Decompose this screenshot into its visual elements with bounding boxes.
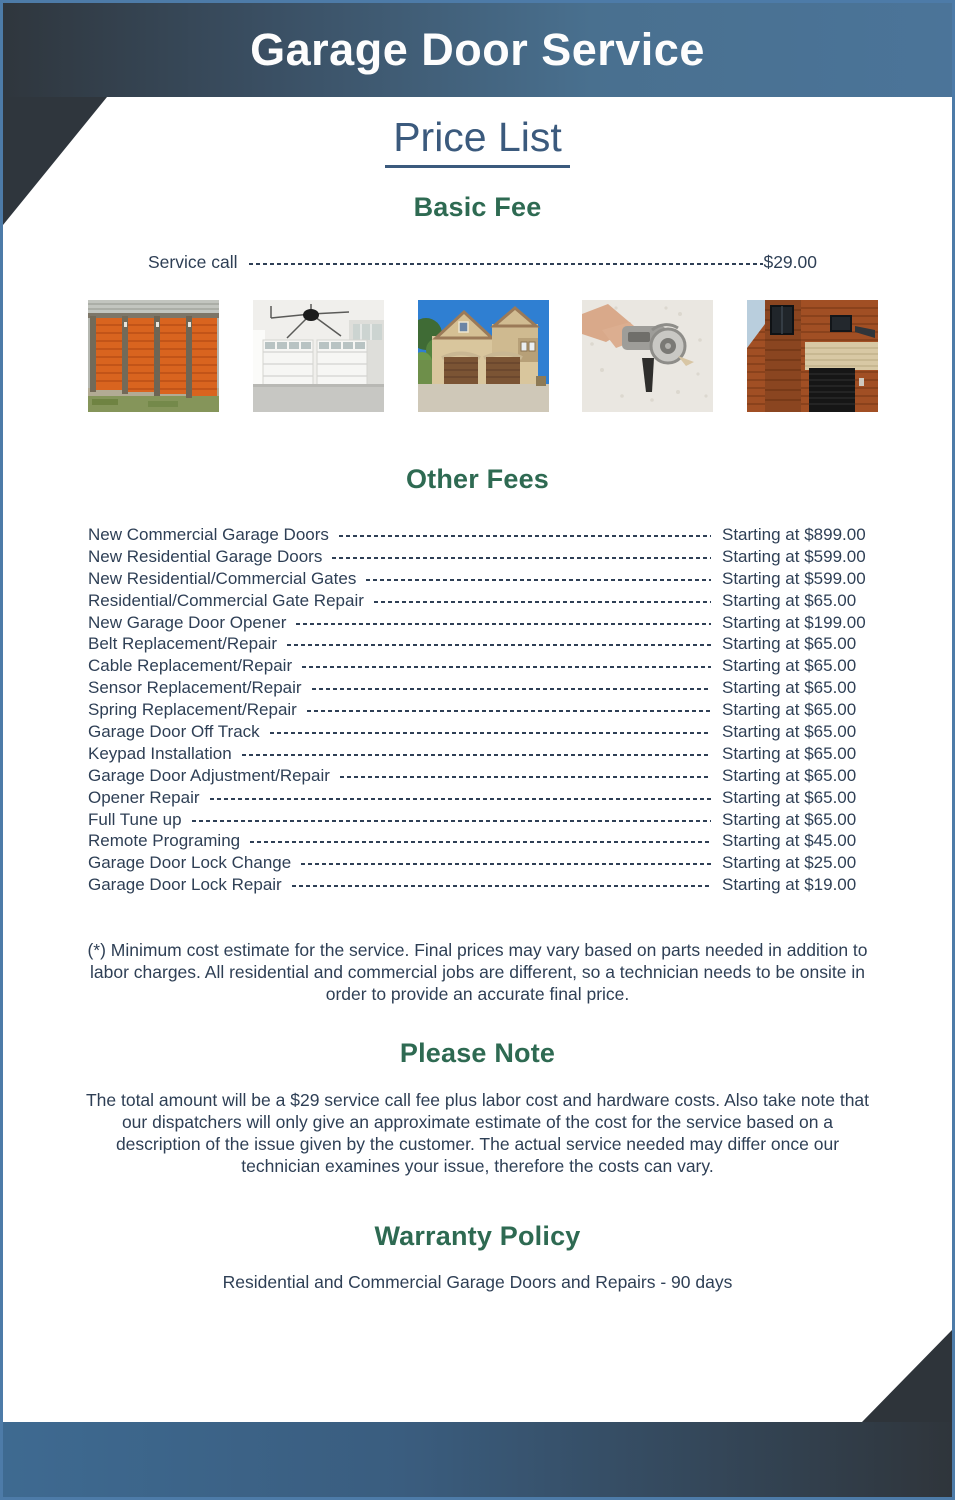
fee-row [88,524,875,546]
dash-leader [192,820,711,822]
service-call-row [148,252,817,273]
dash-leader [307,710,711,712]
fee-label: Sensor Replacement/Repair [88,678,302,698]
dash-leader [339,535,711,537]
fee-price: Starting at $65.00 [722,787,857,807]
fee-row [88,633,875,655]
price-list-title-wrap [3,114,952,168]
dash-leader [250,841,711,843]
fee-label: Full Tune up [88,809,182,829]
fee-label: Belt Replacement/Repair [88,634,277,654]
modern-wood-clad-garage-photo [747,300,878,412]
fee-price: Starting at $25.00 [722,853,857,873]
technician-tool-installation-photo [582,300,713,412]
dash-leader [302,666,711,668]
fee-row [88,612,875,634]
dash-leader [312,688,711,690]
fee-label: New Residential/Commercial Gates [88,568,357,588]
fee-price: Starting at $65.00 [722,678,857,698]
garage-interior-opener-photo [253,300,384,412]
dash-leader [292,885,711,887]
fee-price: Starting at $65.00 [722,721,857,741]
decorative-wedge-bottom-right [862,1330,952,1422]
fee-row [88,765,875,787]
other-fees-list [88,524,875,896]
please-note-heading: Please Note [399,1038,556,1069]
fee-row [88,743,875,765]
price-list-title: Price List [385,114,570,168]
dash-leader [374,601,711,603]
fee-price: Starting at $65.00 [722,590,857,610]
fee-price: Starting at $65.00 [722,743,857,763]
fee-label: Garage Door Lock Repair [88,875,282,895]
fee-price: Starting at $899.00 [722,524,866,544]
warranty-policy-text: Residential and Commercial Garage Doors and Repairs - 90 days [222,1272,733,1293]
fee-row [88,852,875,874]
photo-strip [88,300,878,412]
fee-label: Cable Replacement/Repair [88,656,293,676]
dash-leader [210,798,711,800]
fee-label: New Residential Garage Doors [88,546,323,566]
fee-label: New Garage Door Opener [88,612,287,632]
minimum-cost-disclaimer: (*) Minimum cost estimate for the service. Final prices may vary based on parts needed in addition to labor charges. All residential and commercial jobs are different, so a technician needs to be onsite in order to provide an accurate final price. [87,940,868,1005]
fee-label: Garage Door Adjustment/Repair [88,765,330,785]
residential-house-garage-doors-photo [418,300,549,412]
page-header [3,3,952,97]
page-title: Garage Door Service [250,24,705,75]
fee-price: Starting at $599.00 [722,546,866,566]
fee-row [88,546,875,568]
orange-roll-up-storage-doors-photo [88,300,219,412]
fee-row [88,677,875,699]
dash-leader [340,776,711,778]
fee-label: Opener Repair [88,787,200,807]
warranty-policy-heading: Warranty Policy [374,1221,581,1252]
fee-label: Keypad Installation [88,743,232,763]
fee-price: Starting at $65.00 [722,656,857,676]
dash-leader [366,579,711,581]
fee-price: Starting at $65.00 [722,765,857,785]
fee-row [88,568,875,590]
fee-label: New Commercial Garage Doors [88,524,329,544]
fee-row [88,655,875,677]
fee-row [88,787,875,809]
page-footer [3,1422,952,1497]
other-fees-heading: Other Fees [405,464,550,494]
fee-row [88,699,875,721]
dash-leader [287,644,711,646]
fee-row [88,590,875,612]
dash-leader [249,263,763,265]
fee-price: Starting at $199.00 [722,612,866,632]
dash-leader [242,754,711,756]
fee-label: Residential/Commercial Gate Repair [88,590,364,610]
please-note-text: The total amount will be a $29 service call fee plus labor cost and hardware costs. Also take note that our dispatchers will only give an approximate estimate of the cost for the service based on a description of the issue given by the customer. The actual service needed may differ once our technician examines your issue, therefore the costs can vary. [85,1090,870,1177]
dash-leader [296,623,711,625]
fee-label: Remote Programing [88,831,241,851]
basic-fee-heading: Basic Fee [413,192,542,222]
fee-price: Starting at $65.00 [722,634,857,654]
fee-row [88,721,875,743]
dash-leader [301,863,711,865]
fee-label: Garage Door Lock Change [88,853,292,873]
dash-leader [270,732,711,734]
dash-leader [332,557,711,559]
fee-row [88,874,875,896]
fee-row [88,830,875,852]
fee-row [88,809,875,831]
fee-price: Starting at $65.00 [722,700,857,720]
fee-price: Starting at $65.00 [722,809,857,829]
fee-label: Garage Door Off Track [88,721,260,741]
fee-label: Service call [148,252,238,272]
fee-price: Starting at $19.00 [722,875,857,895]
fee-label: Spring Replacement/Repair [88,700,297,720]
fee-price: $29.00 [763,252,817,272]
fee-price: Starting at $599.00 [722,568,866,588]
fee-price: Starting at $45.00 [722,831,857,851]
